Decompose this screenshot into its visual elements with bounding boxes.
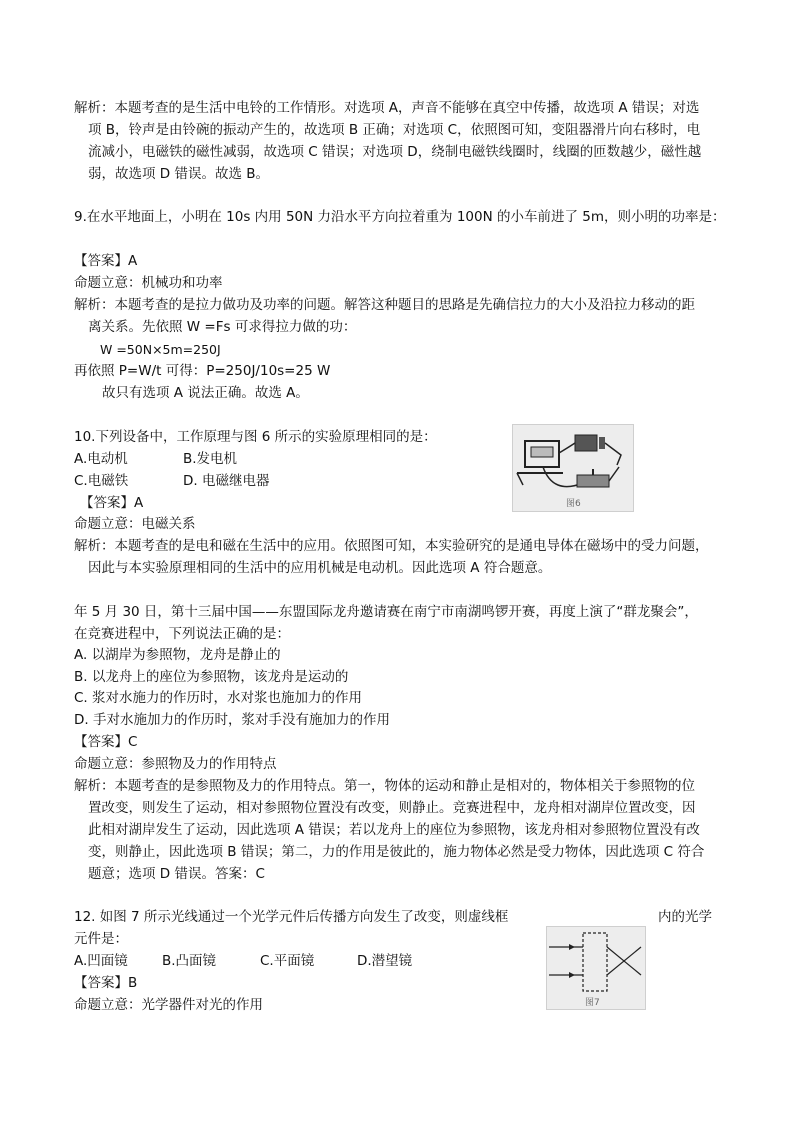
question-12-text: 12. 如图 7 所示光线通过一个光学元件后传播方向发生了改变，则虚线框 (74, 909, 509, 925)
option-d: D. 电磁继电器 (183, 473, 270, 489)
analysis-line: 题意；选项 D 错误。答案：C (88, 866, 265, 882)
formula-power: 再依照 P=W/t 可得：P=250J/10s=25 W (74, 363, 331, 379)
option-d: D.潜望镜 (357, 953, 413, 969)
intent-label: 命题立意：电磁关系 (74, 516, 196, 532)
analysis-line: 置改变，则发生了运动，相对参照物位置没有改变，则静止。竞赛进程中，龙舟相对湖岸位置改变，因 (88, 800, 696, 816)
answer-label: 【答案】C (74, 734, 138, 750)
analysis-line: 因此与本实验原理相同的生活中的应用机械是电动机。因此选项 A 符合题意。 (88, 560, 552, 576)
analysis-line: 弱，故选项 D 错误。故选 B。 (88, 166, 270, 182)
option-b: B.凸面镜 (162, 953, 217, 969)
analysis-line: 解析：本题考查的是电和磁在生活中的应用。依照图可知，本实验研究的是通电导体在磁场中的受力问题， (74, 538, 709, 554)
analysis-line: 离关系。先依照 W =Fs 可求得拉力做的功： (88, 319, 357, 335)
figure-7-caption: 图7 (585, 998, 600, 1008)
intent-label: 命题立意：参照物及力的作用特点 (74, 756, 277, 772)
option-c: C.电磁铁 (74, 473, 129, 489)
answer-label: 【答案】A (80, 495, 144, 511)
question-10-text: 10.下列设备中，工作原理与图 6 所示的实验原理相同的是： (74, 429, 437, 445)
analysis-line: 解析：本题考查的是参照物及力的作用特点。第一，物体的运动和静止是相对的，物体相关于参照物的位 (74, 778, 695, 794)
option-a: A.电动机 (74, 451, 128, 467)
question-12-text-end: 内的光学 (658, 909, 712, 925)
option-d: D. 手对水施加力的作历时，浆对手没有施加力的作用 (74, 712, 390, 728)
option-c: C.平面镜 (260, 953, 315, 969)
analysis-line: 解析：本题考查的是生活中电铃的工作情形。对选项 A，声音不能够在真空中传播，故选项 A 错误；对选 (74, 100, 700, 116)
answer-label: 【答案】B (74, 975, 138, 991)
analysis-line: 故只有选项 A 说法正确。故选 A。 (102, 385, 309, 401)
question-11-text: 年 5 月 30 日，第十三届中国——东盟国际龙舟邀请赛在南宁市南湖鸣锣开赛，再度上演了“群龙聚会”， (74, 604, 698, 620)
question-12-text: 元件是： (74, 931, 128, 947)
option-b: B. 以龙舟上的座位为参照物，该龙舟是运动的 (74, 669, 349, 685)
analysis-line: 解析：本题考查的是拉力做功及功率的问题。解答这种题目的思路是先确信拉力的大小及沿拉力移动的距 (74, 297, 695, 313)
analysis-line: 此相对湖岸发生了运动，因此选项 A 错误；若以龙舟上的座位为参照物，该龙舟相对参照物位置没有改 (88, 822, 700, 838)
answer-label: 【答案】A (74, 253, 138, 269)
question-9-text: 9.在水平地面上，小明在 10s 内用 50N 力沿水平方向拉着重为 100N 的小车前进了 5m，则小明的功率是： (74, 209, 726, 225)
analysis-line: 项 B，铃声是由铃碗的振动产生的，故选项 B 正确；对选项 C，依照图可知，变阻器滑片向右移时，电 (88, 122, 701, 138)
figure-6-caption: 图6 (566, 499, 581, 509)
option-a: A.凹面镜 (74, 953, 128, 969)
intent-label: 命题立意：机械功和功率 (74, 275, 223, 291)
option-b: B.发电机 (183, 451, 238, 467)
question-11-text: 在竞赛进程中，下列说法正确的是： (74, 626, 290, 642)
analysis-line: 变，则静止，因此选项 B 错误；第二，力的作用是彼此的，施力物体必然是受力物体，因此选项 C 符合 (88, 844, 705, 860)
formula-work: W =50N×5m=250J (100, 342, 221, 357)
intent-label: 命题立意：光学器件对光的作用 (74, 997, 263, 1013)
analysis-line: 流减小，电磁铁的磁性减弱，故选项 C 错误；对选项 D，绕制电磁铁线圈时，线圈的匝数越少，磁性越 (88, 144, 702, 160)
option-a: A. 以湖岸为参照物，龙舟是静止的 (74, 647, 281, 663)
option-c: C. 浆对水施力的作历时，水对浆也施加力的作用 (74, 690, 363, 706)
